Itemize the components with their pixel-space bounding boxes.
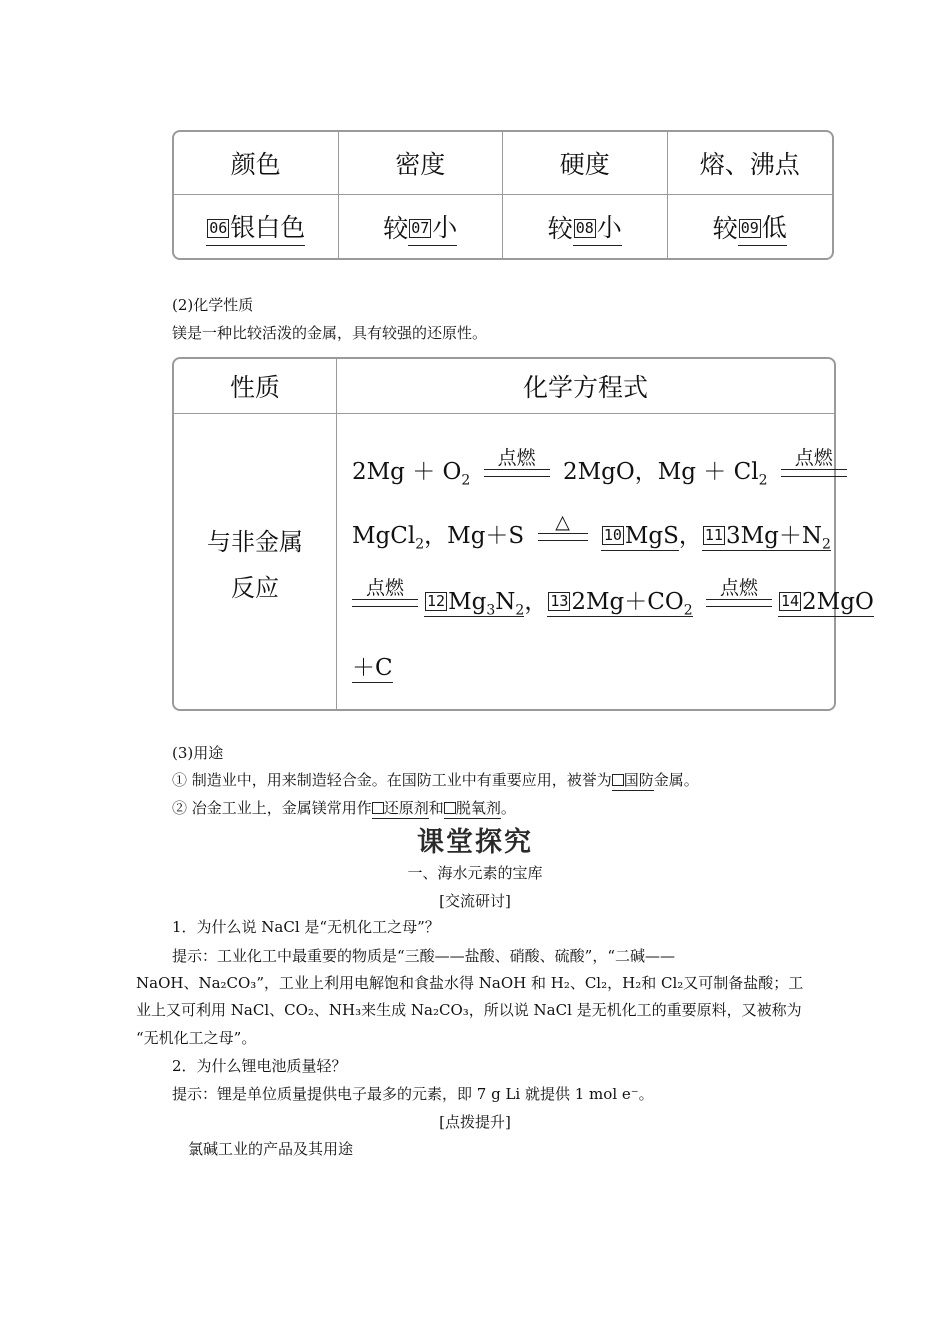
eq-text: 2Mg ＋ O	[352, 459, 462, 485]
uses-item-1	[172, 770, 699, 790]
answer-text: 小	[432, 212, 458, 242]
section-title: 课堂探究	[417, 827, 533, 858]
answer-1-line-4: “无机化工之母”。	[136, 1029, 257, 1047]
equation-line-4	[352, 649, 393, 682]
question-2: 2．为什么锂电池质量轻？	[172, 1057, 347, 1075]
equation-line-1	[352, 447, 853, 499]
header-property: 性质	[229, 373, 280, 402]
subscript: 2	[461, 472, 471, 489]
answer-1-line-2: NaOH、Na₂CO₃”，工业上利用电解饱和食盐水得 NaOH 和 H₂、Cl₂，H₂和 Cl₂又可制备盐酸；工	[136, 974, 804, 992]
answer-text: 2Mg＋CO	[571, 589, 684, 615]
eq-text: ，Mg＋S	[424, 523, 525, 549]
answer-box-08: 08	[575, 218, 594, 237]
uses-item-2	[172, 798, 516, 818]
answer-box-13: 13	[550, 592, 569, 610]
last-line: 氯碱工业的产品及其用途	[188, 1140, 354, 1158]
point-tag: [点拨提升]	[439, 1113, 511, 1131]
reaction-condition-ignite	[781, 447, 847, 499]
subscript: 2	[515, 602, 525, 619]
subsection-title: 一、海水元素的宝库	[407, 864, 543, 882]
text: ① 制造业中，用来制造轻合金。在国防工业中有重要应用，被誉为	[172, 771, 612, 789]
equation-line-3	[352, 577, 874, 629]
chem-description: 镁是一种比较活泼的金属，具有较强的还原性。	[172, 324, 488, 342]
answer-2: 提示：锂是单位质量提供电子最多的元素，即 7 g Li 就提供 1 mol e⁻。	[172, 1085, 654, 1103]
subscript: 2	[415, 536, 425, 553]
uses-heading: (3)用途	[172, 744, 224, 762]
eq-text: 2MgO，Mg ＋ Cl	[562, 459, 759, 485]
answer-text: ＋C	[352, 655, 393, 681]
cell-melting-boiling	[668, 195, 833, 258]
answer-text: Mg	[448, 589, 487, 615]
condition-label: △	[555, 511, 570, 533]
answer-text: 还原剂	[383, 799, 429, 817]
cell-density	[339, 195, 504, 258]
condition-label: 点燃	[719, 577, 758, 599]
answer-text: 低	[761, 212, 787, 242]
answer-box	[444, 802, 456, 814]
exchange-tag: [交流研讨]	[439, 892, 511, 910]
answer-box-12: 12	[427, 592, 446, 610]
reaction-condition-ignite	[352, 577, 418, 629]
answer-text: 脱氧剂	[455, 799, 501, 817]
header-hardness: 硬度	[503, 132, 668, 195]
condition-label: 点燃	[497, 447, 536, 469]
subscript: 2	[683, 602, 693, 619]
separator: ，	[678, 523, 702, 549]
answer-box	[372, 802, 384, 814]
property-line-1: 与非金属	[207, 528, 303, 556]
answer-text: 3Mg＋N	[725, 523, 823, 549]
equation-line-2	[352, 511, 831, 563]
cell-hardness	[503, 195, 668, 258]
header-divider	[174, 413, 834, 414]
text: 金属。	[653, 771, 699, 789]
text: 。	[500, 799, 516, 817]
answer-box-09: 09	[740, 218, 759, 237]
double-line	[781, 469, 847, 477]
prefix-text: 较	[712, 213, 738, 243]
prefix-text: 较	[547, 213, 573, 243]
header-density: 密度	[339, 132, 504, 195]
condition-label: 点燃	[794, 447, 833, 469]
question-1: 1．为什么说 NaCl 是“无机化工之母”？	[172, 918, 440, 936]
double-line	[484, 469, 550, 477]
answer-text: N	[495, 589, 516, 615]
double-line	[706, 599, 772, 607]
chem-heading: (2)化学性质	[172, 296, 254, 314]
condition-label: 点燃	[365, 577, 404, 599]
answer-text: 银白色	[230, 212, 306, 242]
double-line	[352, 599, 418, 607]
answer-box	[612, 774, 624, 786]
answer-box-10: 10	[603, 526, 622, 544]
text: 和	[428, 799, 444, 817]
reaction-condition-ignite	[484, 447, 550, 499]
property-nonmetal-reaction	[174, 519, 336, 611]
answer-text: 小	[596, 212, 622, 242]
reaction-condition-ignite	[706, 577, 772, 629]
separator: ，	[524, 589, 548, 615]
answer-box-11: 11	[704, 526, 723, 544]
answer-text: 2MgO	[802, 589, 874, 615]
answer-box-14: 14	[780, 592, 800, 610]
answer-text: MgS	[624, 523, 679, 549]
header-color: 颜色	[174, 132, 339, 195]
header-melting-boiling: 熔、沸点	[668, 132, 833, 195]
chemical-properties-table	[172, 357, 874, 711]
text: ② 冶金工业上，金属镁常用作	[172, 799, 372, 817]
answer-1-line-1: 提示：工业化工中最重要的物质是“三酸——盐酸、硝酸、硫酸”，“二碱——	[172, 947, 676, 965]
answer-box-06: 06	[209, 218, 228, 237]
eq-text: MgCl	[352, 523, 416, 549]
answer-box-07: 07	[411, 218, 430, 237]
reaction-condition-heat	[538, 511, 588, 563]
subscript: 2	[758, 472, 768, 489]
subscript: 3	[486, 602, 496, 619]
header-equation: 化学方程式	[522, 373, 648, 402]
answer-1-line-3: 业上又可利用 NaCl、CO₂、NH₃来生成 Na₂CO₃，所以说 NaCl 是无机化工的重要原料，又被称为	[136, 1001, 802, 1019]
answer-text: 国防	[623, 771, 654, 789]
subscript: 2	[822, 536, 831, 553]
physical-properties-table	[172, 130, 834, 260]
cell-color	[174, 195, 339, 258]
prefix-text: 较	[383, 213, 409, 243]
property-line-2: 反应	[231, 574, 279, 602]
double-line	[538, 533, 588, 541]
